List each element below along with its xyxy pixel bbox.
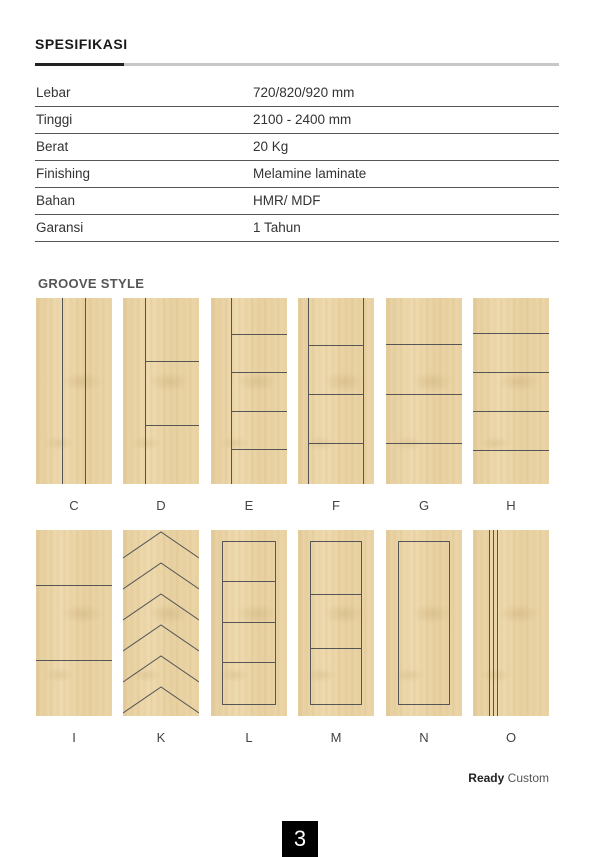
ready-label: Ready — [468, 771, 505, 785]
groove-panel-n — [386, 530, 462, 716]
groove-panel-h — [473, 298, 549, 484]
spec-row-tinggi — [35, 106, 559, 133]
groove-panel-k — [123, 530, 199, 716]
spec-label: Lebar — [35, 79, 253, 106]
spec-label: Tinggi — [35, 106, 253, 133]
groove-panel-d — [123, 298, 199, 484]
page-number: 3 — [282, 821, 318, 857]
spec-value: HMR/ MDF — [253, 187, 559, 214]
spec-value: 720/820/920 mm — [253, 79, 559, 106]
spec-label: Garansi — [35, 214, 253, 241]
groove-panel-i — [36, 530, 112, 716]
groove-panel-c — [36, 298, 112, 484]
spec-row-finishing — [35, 160, 559, 187]
spec-value: 20 Kg — [253, 133, 559, 160]
custom-label: Custom — [507, 771, 549, 785]
spec-label: Bahan — [35, 187, 253, 214]
spec-row-bahan — [35, 187, 559, 214]
groove-panel-g — [386, 298, 462, 484]
spec-row-garansi — [35, 214, 559, 241]
spec-value: 1 Tahun — [253, 214, 559, 241]
spec-label: Finishing — [35, 160, 253, 187]
groove-label-m: M — [330, 730, 342, 745]
spec-title-rule — [35, 63, 559, 66]
groove-label-n: N — [419, 730, 429, 745]
groove-label-e: E — [244, 498, 254, 513]
groove-style-title: GROOVE STYLE — [38, 276, 145, 291]
spec-table — [35, 79, 559, 242]
spec-row-lebar — [35, 79, 559, 106]
spec-row-berat — [35, 133, 559, 160]
groove-panel-m — [298, 530, 374, 716]
groove-label-i: I — [72, 730, 76, 745]
groove-label-l: L — [245, 730, 253, 745]
spec-title: SPESIFIKASI — [35, 36, 128, 52]
groove-panel-e — [211, 298, 287, 484]
groove-label-h: H — [506, 498, 516, 513]
groove-label-o: O — [505, 730, 517, 745]
availability-note — [468, 771, 549, 785]
spec-label: Berat — [35, 133, 253, 160]
groove-panel-l — [211, 530, 287, 716]
groove-label-c: C — [69, 498, 79, 513]
groove-panel-f — [298, 298, 374, 484]
groove-label-g: G — [418, 498, 430, 513]
groove-label-f: F — [332, 498, 340, 513]
spec-value: 2100 - 2400 mm — [253, 106, 559, 133]
spec-value: Melamine laminate — [253, 160, 559, 187]
groove-panel-o — [473, 530, 549, 716]
groove-label-k: K — [156, 730, 166, 745]
groove-label-d: D — [156, 498, 166, 513]
specification-section — [35, 36, 559, 242]
